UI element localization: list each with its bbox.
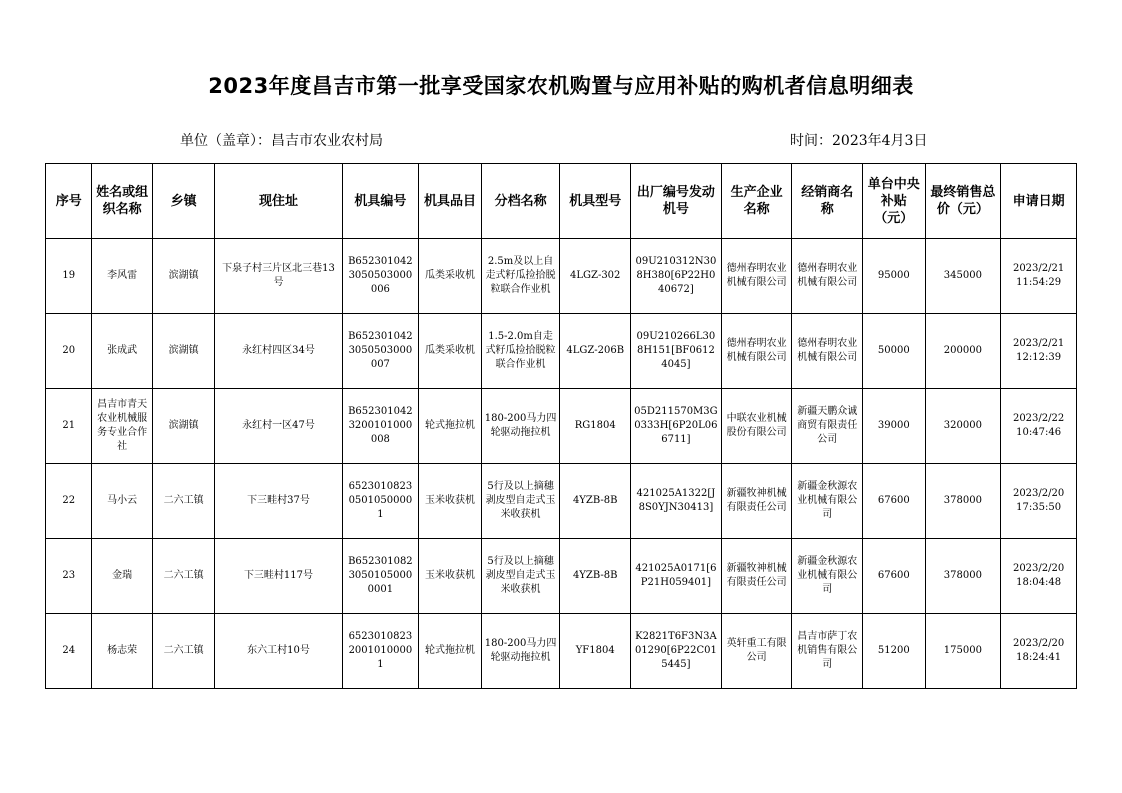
page-title: 2023年度昌吉市第一批享受国家农机购置与应用补贴的购机者信息明细表: [208, 74, 914, 98]
cell-apply-date: 2023/2/20 18:04:48: [1001, 539, 1077, 614]
cell-model: 4YZB-8B: [560, 539, 631, 614]
cell-dealer: 新疆金秋源农业机械有限公司: [792, 539, 863, 614]
cell-town: 二六工镇: [152, 539, 215, 614]
cell-machine-id: 652301082320010100001: [342, 614, 419, 689]
cell-manufacturer: 新疆牧神机械有限责任公司: [721, 464, 792, 539]
cell-grade: 180-200马力四轮驱动拖拉机: [481, 614, 560, 689]
cell-name: 李风雷: [92, 239, 153, 314]
cell-price: 345000: [925, 239, 1001, 314]
cell-price: 175000: [925, 614, 1001, 689]
cell-model: 4LGZ-206B: [560, 314, 631, 389]
cell-town: 滨湖镇: [152, 314, 215, 389]
cell-grade: 2.5m及以上自走式籽瓜捡拾脱粒联合作业机: [481, 239, 560, 314]
cell-town: 滨湖镇: [152, 239, 215, 314]
header-cell: 机具品目: [419, 164, 482, 239]
cell-address: 下三畦村117号: [215, 539, 342, 614]
table-row: [46, 239, 1077, 314]
cell-name: 杨志荣: [92, 614, 153, 689]
cell-grade: 1.5-2.0m自走式籽瓜捡拾脱粒联合作业机: [481, 314, 560, 389]
cell-machine-id: B65230108230501050000001: [342, 539, 419, 614]
cell-model: YF1804: [560, 614, 631, 689]
header-cell: 机具型号: [560, 164, 631, 239]
cell-dealer: 昌吉市萨丁农机销售有限公司: [792, 614, 863, 689]
unit-label: 单位（盖章）：昌吉市农业农村局: [180, 133, 383, 149]
cell-subsidy: 39000: [863, 389, 926, 464]
table-row: [46, 389, 1077, 464]
cell-manufacturer: 德州春明农业机械有限公司: [721, 239, 792, 314]
cell-factory-no: 09U210312N308H380[6P22H040672]: [631, 239, 722, 314]
header-cell: 序号: [46, 164, 92, 239]
cell-town: 二六工镇: [152, 614, 215, 689]
cell-manufacturer: 新疆牧神机械有限责任公司: [721, 539, 792, 614]
cell-grade: 180-200马力四轮驱动拖拉机: [481, 389, 560, 464]
cell-name: 张成武: [92, 314, 153, 389]
cell-subsidy: 50000: [863, 314, 926, 389]
cell-machine-id: B6523010423050503000007: [342, 314, 419, 389]
cell-model: 4LGZ-302: [560, 239, 631, 314]
cell-model: RG1804: [560, 389, 631, 464]
table-row: [46, 464, 1077, 539]
cell-price: 320000: [925, 389, 1001, 464]
cell-category: 玉米收获机: [419, 539, 482, 614]
cell-factory-no: 421025A0171[6P21H059401]: [631, 539, 722, 614]
cell-serial: 22: [46, 464, 92, 539]
cell-serial: 20: [46, 314, 92, 389]
cell-price: 378000: [925, 464, 1001, 539]
header-cell: 经销商名称: [792, 164, 863, 239]
cell-subsidy: 51200: [863, 614, 926, 689]
cell-address: 永红村四区34号: [215, 314, 342, 389]
cell-serial: 21: [46, 389, 92, 464]
cell-model: 4YZB-8B: [560, 464, 631, 539]
cell-grade: 5行及以上摘穗剥皮型自走式玉米收获机: [481, 464, 560, 539]
header-cell: 姓名或组织名称: [92, 164, 153, 239]
cell-price: 378000: [925, 539, 1001, 614]
header-cell: 乡镇: [152, 164, 215, 239]
cell-dealer: 新疆金秋源农业机械有限公司: [792, 464, 863, 539]
cell-category: 轮式拖拉机: [419, 614, 482, 689]
cell-subsidy: 67600: [863, 539, 926, 614]
cell-apply-date: 2023/2/21 12:12:39: [1001, 314, 1077, 389]
cell-apply-date: 2023/2/22 10:47:46: [1001, 389, 1077, 464]
table-row: [46, 314, 1077, 389]
cell-serial: 23: [46, 539, 92, 614]
cell-dealer: 德州春明农业机械有限公司: [792, 314, 863, 389]
cell-factory-no: 05D211570M3G0333H[6P20L066711]: [631, 389, 722, 464]
date-label: 时间：2023年4月3日: [790, 133, 928, 149]
header-cell: 出厂编号发动机号: [631, 164, 722, 239]
cell-serial: 19: [46, 239, 92, 314]
table-row: [46, 539, 1077, 614]
header-cell: 生产企业名称: [721, 164, 792, 239]
header-cell: 申请日期: [1001, 164, 1077, 239]
cell-category: 玉米收获机: [419, 464, 482, 539]
header-cell: 分档名称: [481, 164, 560, 239]
cell-serial: 24: [46, 614, 92, 689]
cell-machine-id: B6523010423050503000006: [342, 239, 419, 314]
cell-machine-id: B6523010423200101000008: [342, 389, 419, 464]
cell-dealer: 新疆天鹏众诚商贸有限责任公司: [792, 389, 863, 464]
header-cell: 现住址: [215, 164, 342, 239]
cell-manufacturer: 中联农业机械股份有限公司: [721, 389, 792, 464]
cell-subsidy: 67600: [863, 464, 926, 539]
header-cell: 最终销售总价（元）: [925, 164, 1001, 239]
cell-category: 轮式拖拉机: [419, 389, 482, 464]
cell-apply-date: 2023/2/20 17:35:50: [1001, 464, 1077, 539]
header-row: [46, 164, 1077, 239]
cell-factory-no: K2821T6F3N3A01290[6P22C015445]: [631, 614, 722, 689]
cell-machine-id: 652301082305010500001: [342, 464, 419, 539]
cell-name: 马小云: [92, 464, 153, 539]
cell-name: 金瑞: [92, 539, 153, 614]
cell-factory-no: 421025A1322[J8S0YJN30413]: [631, 464, 722, 539]
cell-address: 东六工村10号: [215, 614, 342, 689]
cell-address: 下泉子村三片区北三巷13号: [215, 239, 342, 314]
cell-address: 下三畦村37号: [215, 464, 342, 539]
cell-subsidy: 95000: [863, 239, 926, 314]
cell-price: 200000: [925, 314, 1001, 389]
cell-category: 瓜类采收机: [419, 314, 482, 389]
cell-factory-no: 09U210266L308H151[BF06124045]: [631, 314, 722, 389]
cell-dealer: 德州春明农业机械有限公司: [792, 239, 863, 314]
subsidy-table: [45, 163, 1077, 689]
cell-apply-date: 2023/2/21 11:54:29: [1001, 239, 1077, 314]
cell-category: 瓜类采收机: [419, 239, 482, 314]
table-row: [46, 614, 1077, 689]
header-cell: 机具编号: [342, 164, 419, 239]
cell-apply-date: 2023/2/20 18:24:41: [1001, 614, 1077, 689]
cell-town: 二六工镇: [152, 464, 215, 539]
cell-grade: 5行及以上摘穗剥皮型自走式玉米收获机: [481, 539, 560, 614]
cell-town: 滨湖镇: [152, 389, 215, 464]
cell-manufacturer: 德州春明农业机械有限公司: [721, 314, 792, 389]
cell-manufacturer: 英轩重工有限公司: [721, 614, 792, 689]
header-cell: 单台中央补贴（元）: [863, 164, 926, 239]
cell-address: 永红村一区47号: [215, 389, 342, 464]
cell-name: 昌吉市青天农业机械服务专业合作社: [92, 389, 153, 464]
